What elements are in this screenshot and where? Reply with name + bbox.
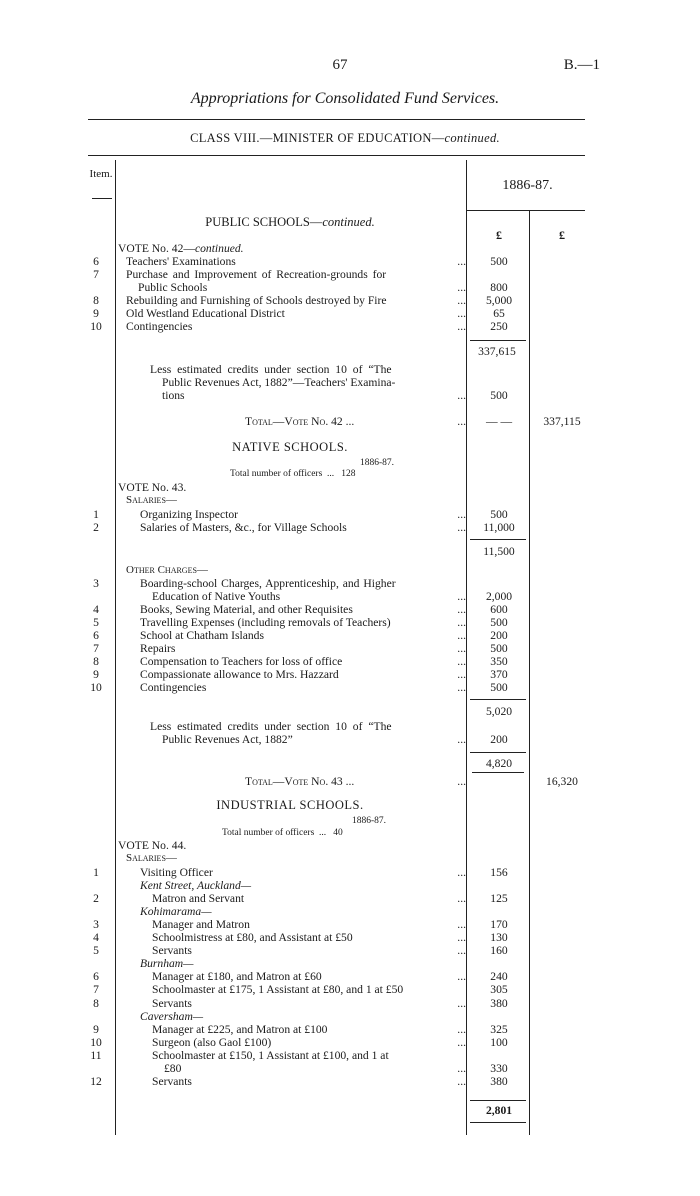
item-amount: 600 bbox=[490, 603, 508, 616]
table-row bbox=[0, 655, 700, 668]
table-row bbox=[0, 892, 700, 905]
item-number: 4 bbox=[93, 931, 99, 945]
item-amount: 200 bbox=[490, 629, 508, 642]
leader-dots: ... bbox=[457, 307, 466, 320]
subtotal-rule bbox=[470, 752, 526, 753]
item-number: 8 bbox=[93, 655, 99, 668]
vote-total-row bbox=[0, 775, 700, 788]
less-credits-text: Public Revenues Act, 1882” bbox=[162, 733, 293, 746]
school-location-heading: Kohimarama— bbox=[140, 905, 212, 919]
leader-dots: ... bbox=[457, 616, 466, 629]
pound-header-col1: £ bbox=[496, 228, 502, 242]
item-description: Compassionate allowance to Mrs. Hazzard bbox=[140, 668, 339, 681]
table-row bbox=[0, 642, 700, 655]
leader-dots: ... bbox=[457, 255, 466, 268]
net-row bbox=[0, 757, 700, 770]
subtotal-underline bbox=[470, 1122, 526, 1123]
year-header-rule bbox=[466, 210, 585, 211]
item-amount: 500 bbox=[490, 255, 508, 268]
officers-count: 40 bbox=[333, 828, 343, 838]
leader-dots: ... bbox=[457, 996, 466, 1010]
item-number: 9 bbox=[93, 1022, 99, 1036]
item-amount: 130 bbox=[490, 931, 508, 945]
subtotal-rule bbox=[470, 539, 526, 540]
leader-dots: ... bbox=[457, 629, 466, 642]
leader-dots: ... bbox=[457, 681, 466, 694]
item-description: Books, Sewing Material, and other Requisites bbox=[140, 603, 353, 616]
item-number: 1 bbox=[93, 866, 99, 879]
leader-dots: ... bbox=[457, 775, 466, 788]
vote-44-label: VOTE No. 44. bbox=[118, 839, 187, 852]
table-row bbox=[0, 997, 700, 1010]
item-number: 10 bbox=[90, 1035, 102, 1049]
item-number: 5 bbox=[93, 944, 99, 958]
item-amount: 330 bbox=[490, 1061, 508, 1075]
class-heading bbox=[120, 131, 570, 146]
item-number: 7 bbox=[93, 983, 99, 997]
native-schools-heading: NATIVE SCHOOLS. bbox=[232, 440, 348, 454]
item-description: Travelling Expenses (including removals of Teachers) bbox=[140, 616, 391, 629]
leader-dots: ... bbox=[457, 1061, 466, 1075]
item-number: 2 bbox=[93, 521, 99, 534]
item-amount: 800 bbox=[490, 281, 508, 294]
item-amount: 156 bbox=[490, 866, 508, 879]
table-row bbox=[0, 616, 700, 629]
table-row bbox=[0, 1075, 700, 1088]
vote-42-cont: continued. bbox=[194, 242, 244, 255]
industrial-salaries-label: Salaries— bbox=[126, 852, 177, 864]
table-row bbox=[0, 668, 700, 681]
table-row bbox=[0, 905, 700, 918]
net-underline bbox=[472, 772, 524, 773]
item-description: Matron and Servant bbox=[152, 892, 245, 906]
table-row bbox=[0, 281, 700, 294]
item-amount: 325 bbox=[490, 1022, 508, 1036]
item-amount: 380 bbox=[490, 1074, 508, 1088]
subtotal-row bbox=[0, 545, 700, 558]
item-number: 3 bbox=[93, 577, 99, 590]
subtotal-row bbox=[0, 345, 700, 358]
item-description: Visiting Officer bbox=[140, 866, 213, 879]
item-amount: 2,000 bbox=[485, 590, 513, 603]
native-officers-year: 1886-87. bbox=[360, 458, 395, 468]
subtotal-row bbox=[0, 705, 700, 718]
industrial-schools-heading: INDUSTRIAL SCHOOLS. bbox=[216, 798, 364, 812]
item-description: Public Schools bbox=[138, 281, 208, 294]
item-number: 4 bbox=[93, 603, 99, 616]
vote-total-amount: 16,320 bbox=[546, 775, 578, 788]
item-description: Contingencies bbox=[126, 320, 193, 333]
subtotal-rule bbox=[470, 1100, 526, 1101]
page-number: 67 bbox=[332, 57, 348, 73]
vote-42-label bbox=[118, 242, 244, 255]
item-description: Repairs bbox=[140, 642, 176, 655]
table-row bbox=[0, 944, 700, 957]
year-column-header: 1886-87. bbox=[502, 178, 553, 193]
native-other-charges-label: Other Charges— bbox=[126, 564, 208, 576]
item-amount: 125 bbox=[490, 892, 508, 906]
leader-dots: ... bbox=[457, 642, 466, 655]
item-description: Rebuilding and Furnishing of Schools destroyed by Fire bbox=[126, 294, 387, 307]
item-number: 7 bbox=[93, 268, 99, 281]
leader-dots: ... bbox=[457, 281, 466, 294]
public-schools-heading-cont: continued. bbox=[322, 215, 375, 229]
table-row bbox=[0, 603, 700, 616]
item-description: Old Westland Educational District bbox=[126, 307, 285, 320]
table-row bbox=[0, 577, 700, 590]
item-description: Organizing Inspector bbox=[140, 508, 238, 521]
subtotal-amount: 2,801 bbox=[485, 1104, 513, 1117]
leader-dots: ... bbox=[457, 655, 466, 668]
officers-count: 128 bbox=[341, 469, 356, 479]
item-amount: 350 bbox=[490, 655, 508, 668]
table-row bbox=[0, 508, 700, 521]
leader-dots: ... bbox=[327, 469, 335, 479]
item-description: Servants bbox=[152, 996, 192, 1010]
item-header-underline bbox=[92, 198, 112, 199]
item-number: 2 bbox=[93, 892, 99, 906]
item-amount: 240 bbox=[490, 970, 508, 984]
item-amount: 250 bbox=[490, 320, 508, 333]
leader-dots: ... bbox=[457, 320, 466, 333]
class-heading-continued: continued. bbox=[444, 131, 500, 145]
table-row bbox=[0, 866, 700, 879]
item-amount: 500 bbox=[490, 681, 508, 694]
leader-dots: ... bbox=[457, 1035, 466, 1049]
item-description: School at Chatham Islands bbox=[140, 629, 264, 642]
item-description: Contingencies bbox=[140, 681, 207, 694]
item-number: 1 bbox=[93, 508, 99, 521]
item-description: Servants bbox=[152, 944, 192, 958]
less-credits-line bbox=[0, 720, 700, 733]
item-number: 8 bbox=[93, 294, 99, 307]
item-number: 10 bbox=[90, 320, 102, 333]
vote-total-label: Total—Vote No. 43 ... bbox=[245, 775, 355, 788]
item-amount: 380 bbox=[490, 996, 508, 1010]
vote-43-label: VOTE No. 43. bbox=[118, 481, 187, 494]
item-number: 6 bbox=[93, 255, 99, 268]
less-credits-line bbox=[0, 733, 700, 746]
table-row bbox=[0, 970, 700, 983]
item-amount: 500 bbox=[490, 642, 508, 655]
subtotal-rule bbox=[470, 340, 526, 341]
table-row bbox=[0, 1010, 700, 1023]
leader-dots: ... bbox=[457, 733, 466, 746]
class-heading-main: CLASS VIII.—MINISTER OF EDUCATION— bbox=[190, 131, 445, 145]
industrial-officers-year: 1886-87. bbox=[352, 816, 387, 826]
less-credits-line bbox=[0, 389, 700, 402]
leader-dots: ... bbox=[457, 866, 466, 879]
subtotal-amount: 337,615 bbox=[478, 345, 516, 358]
leader-dots: ... bbox=[457, 1022, 466, 1036]
leader-dots: ... bbox=[457, 415, 466, 428]
table-row bbox=[0, 957, 700, 970]
leader-dots: ... bbox=[457, 590, 466, 603]
item-number: 10 bbox=[90, 681, 102, 694]
leader-dots: ... bbox=[457, 508, 466, 521]
header-rule-bottom bbox=[88, 155, 585, 156]
item-amount: 305 bbox=[490, 983, 508, 997]
less-credits-line bbox=[0, 363, 700, 376]
industrial-officers-line bbox=[222, 828, 343, 838]
vote-total-label: Total—Vote No. 42 ... bbox=[245, 415, 355, 428]
leader-dots: ... bbox=[457, 603, 466, 616]
running-title: Appropriations for Consolidated Fund Services. bbox=[190, 90, 500, 107]
less-credits-line bbox=[0, 376, 700, 389]
leader-dots: ... bbox=[457, 294, 466, 307]
leader-dots: ... bbox=[319, 828, 327, 838]
item-number: 12 bbox=[90, 1074, 102, 1088]
table-row bbox=[0, 307, 700, 320]
leader-dots: ... bbox=[457, 521, 466, 534]
leader-dots: ... bbox=[457, 970, 466, 984]
table-row bbox=[0, 983, 700, 996]
less-credits-text: Public Revenues Act, 1882”—Teachers' Examina- bbox=[162, 376, 396, 389]
table-row bbox=[0, 879, 700, 892]
item-amount: 500 bbox=[490, 508, 508, 521]
officers-label: Total number of officers bbox=[230, 469, 323, 479]
table-row bbox=[0, 255, 700, 268]
public-schools-heading bbox=[120, 215, 460, 230]
item-description: Teachers' Examinations bbox=[126, 255, 236, 268]
item-amount: 5,000 bbox=[485, 294, 513, 307]
subtotal-row bbox=[0, 1104, 700, 1117]
less-credits-text: Less estimated credits under section 10 of “The bbox=[150, 720, 392, 733]
table-row bbox=[0, 1049, 700, 1062]
leader-dots: ... bbox=[457, 389, 466, 402]
item-amount: 370 bbox=[490, 668, 508, 681]
table-row bbox=[0, 681, 700, 694]
item-amount: 160 bbox=[490, 944, 508, 958]
item-description: Salaries of Masters, &c., for Village Schools bbox=[140, 521, 347, 534]
vote-total-row bbox=[0, 415, 700, 428]
item-description: Manager at £225, and Matron at £100 bbox=[152, 1022, 328, 1036]
item-description: Servants bbox=[152, 1074, 192, 1088]
vote-total-amount: 337,115 bbox=[543, 415, 581, 428]
table-row bbox=[0, 1062, 700, 1075]
item-number: 11 bbox=[90, 1048, 102, 1062]
item-amount: 100 bbox=[490, 1035, 508, 1049]
item-number: 8 bbox=[93, 996, 99, 1010]
less-credits-text: Less estimated credits under section 10 of “The bbox=[150, 363, 392, 376]
leader-dots: ... bbox=[457, 918, 466, 932]
leader-dots: ... bbox=[457, 931, 466, 945]
subtotal-amount: 5,020 bbox=[485, 705, 513, 718]
school-location-heading: Burnham— bbox=[140, 957, 194, 971]
less-credits-amount: 500 bbox=[490, 389, 508, 402]
subtotal-rule bbox=[470, 699, 526, 700]
item-description: Purchase and Improvement of Recreation-grounds for bbox=[126, 268, 387, 281]
table-row bbox=[0, 918, 700, 931]
table-row bbox=[0, 590, 700, 603]
item-description: Surgeon (also Gaol £100) bbox=[152, 1035, 272, 1049]
table-row bbox=[0, 1036, 700, 1049]
leader-dots: ... bbox=[457, 668, 466, 681]
table-row bbox=[0, 320, 700, 333]
item-amount: 170 bbox=[490, 918, 508, 932]
native-salaries-label: Salaries— bbox=[126, 494, 177, 506]
officers-label: Total number of officers bbox=[222, 828, 315, 838]
item-description: Schoolmaster at £150, 1 Assistant at £100, and 1 at bbox=[152, 1048, 389, 1062]
item-description: Manager at £180, and Matron at £60 bbox=[152, 970, 322, 984]
item-description: Compensation to Teachers for loss of office bbox=[140, 655, 343, 668]
item-number: 5 bbox=[93, 616, 99, 629]
item-amount: 11,000 bbox=[483, 521, 515, 534]
page-reference: B.—1 bbox=[563, 57, 600, 73]
item-amount: 65 bbox=[493, 307, 505, 320]
net-amount: 4,820 bbox=[485, 757, 513, 770]
item-description: Schoolmistress at £80, and Assistant at £50 bbox=[152, 931, 353, 945]
item-description: Education of Native Youths bbox=[152, 590, 281, 603]
public-schools-heading-text: PUBLIC SCHOOLS— bbox=[205, 215, 323, 229]
leader-dots: ... bbox=[457, 944, 466, 958]
item-column-header: Item. bbox=[89, 168, 113, 180]
leader-dots: ... bbox=[457, 892, 466, 906]
item-number: 3 bbox=[93, 918, 99, 932]
table-row bbox=[0, 268, 700, 281]
item-number: 7 bbox=[93, 642, 99, 655]
table-row bbox=[0, 629, 700, 642]
item-number: 9 bbox=[93, 668, 99, 681]
header-rule-top bbox=[88, 119, 585, 120]
item-number: 6 bbox=[93, 970, 99, 984]
pound-header-col2: £ bbox=[559, 228, 565, 242]
less-credits-text: tions bbox=[162, 389, 185, 402]
item-description: £80 bbox=[164, 1061, 182, 1075]
less-credits-amount: 200 bbox=[490, 733, 508, 746]
item-description: Schoolmaster at £175, 1 Assistant at £80, and 1 at £50 bbox=[152, 983, 404, 997]
item-amount: 500 bbox=[490, 616, 508, 629]
school-location-heading: Caversham— bbox=[140, 1009, 204, 1023]
native-officers-line bbox=[230, 469, 356, 479]
vote-42-text: VOTE No. 42— bbox=[118, 242, 195, 255]
item-number: 6 bbox=[93, 629, 99, 642]
leader-dots: ... bbox=[457, 1074, 466, 1088]
table-row bbox=[0, 1023, 700, 1036]
table-row bbox=[0, 521, 700, 534]
item-description: Boarding-school Charges, Apprenticeship, and Higher bbox=[140, 577, 396, 590]
item-number: 9 bbox=[93, 307, 99, 320]
subtotal-amount: 11,500 bbox=[483, 545, 515, 558]
school-location-heading: Kent Street, Auckland— bbox=[140, 879, 252, 893]
item-description: Manager and Matron bbox=[152, 918, 250, 932]
dash-separator: — — bbox=[485, 415, 513, 428]
table-row bbox=[0, 931, 700, 944]
table-row bbox=[0, 294, 700, 307]
